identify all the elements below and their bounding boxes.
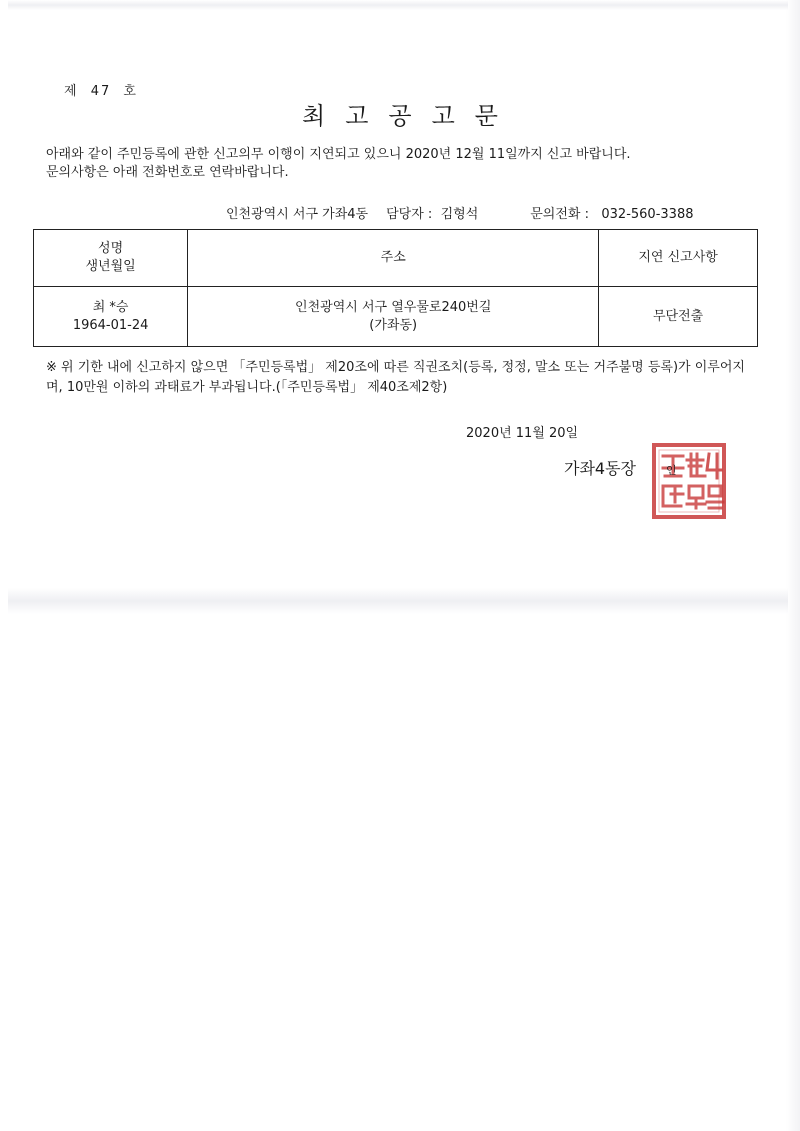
cell-name xyxy=(34,287,188,347)
scan-artifact-top xyxy=(8,0,788,10)
header-item: 지연 신고사항 xyxy=(599,230,758,287)
official-seal xyxy=(651,442,727,520)
body-line: 아래와 같이 주민등록에 관한 신고의무 이행이 지연되고 있으니 2020년 12월 11일까지 신고 바랍니다. xyxy=(46,147,631,162)
header-name xyxy=(34,230,188,287)
legal-footnote: ※ 위 기한 내에 신고하지 않으면 「주민등록법」 제20조에 따른 직권조치(등록, 정정, 말소 또는 거주불명 등록)가 이루어지며, 10만원 이하의 과태료가 부과됩니다.(「주민등록법」 제40조제2항) xyxy=(46,360,745,395)
issuer-title: 가좌4동장 xyxy=(564,459,637,478)
address-line: 인천광역시 서구 열우물로240번길 xyxy=(295,299,492,315)
seal-mark: 인 xyxy=(666,464,677,477)
contact-person: 담당자 : 김형석 xyxy=(386,207,479,222)
table-header-row xyxy=(34,230,758,287)
header-name-label: 성명 xyxy=(98,241,124,256)
scan-artifact-mid xyxy=(8,588,788,614)
header-address: 주소 xyxy=(188,230,599,287)
person-name: 최 *승 xyxy=(92,299,129,315)
document-number: 제 47 호 xyxy=(64,84,138,99)
cell-address xyxy=(188,287,599,347)
issue-date: 2020년 11월 20일 xyxy=(466,426,579,441)
body-line: 문의사항은 아래 전화번호로 연락바랍니다. xyxy=(46,165,289,180)
document-title: 최고공고문 xyxy=(302,102,518,130)
person-birthdate: 1964-01-24 xyxy=(72,317,149,333)
address-district: (가좌동) xyxy=(369,317,418,333)
notice-table xyxy=(33,229,758,347)
contact-office: 인천광역시 서구 가좌4동 xyxy=(226,207,369,222)
scan-edge-shade xyxy=(786,0,800,1131)
table-row xyxy=(34,287,758,347)
contact-phone: 문의전화 : 032-560-3388 xyxy=(530,207,694,222)
header-birthdate-label: 생년월일 xyxy=(85,259,136,274)
document-body xyxy=(46,146,766,182)
cell-item: 무단전출 xyxy=(599,287,758,347)
contact-line xyxy=(226,203,693,222)
